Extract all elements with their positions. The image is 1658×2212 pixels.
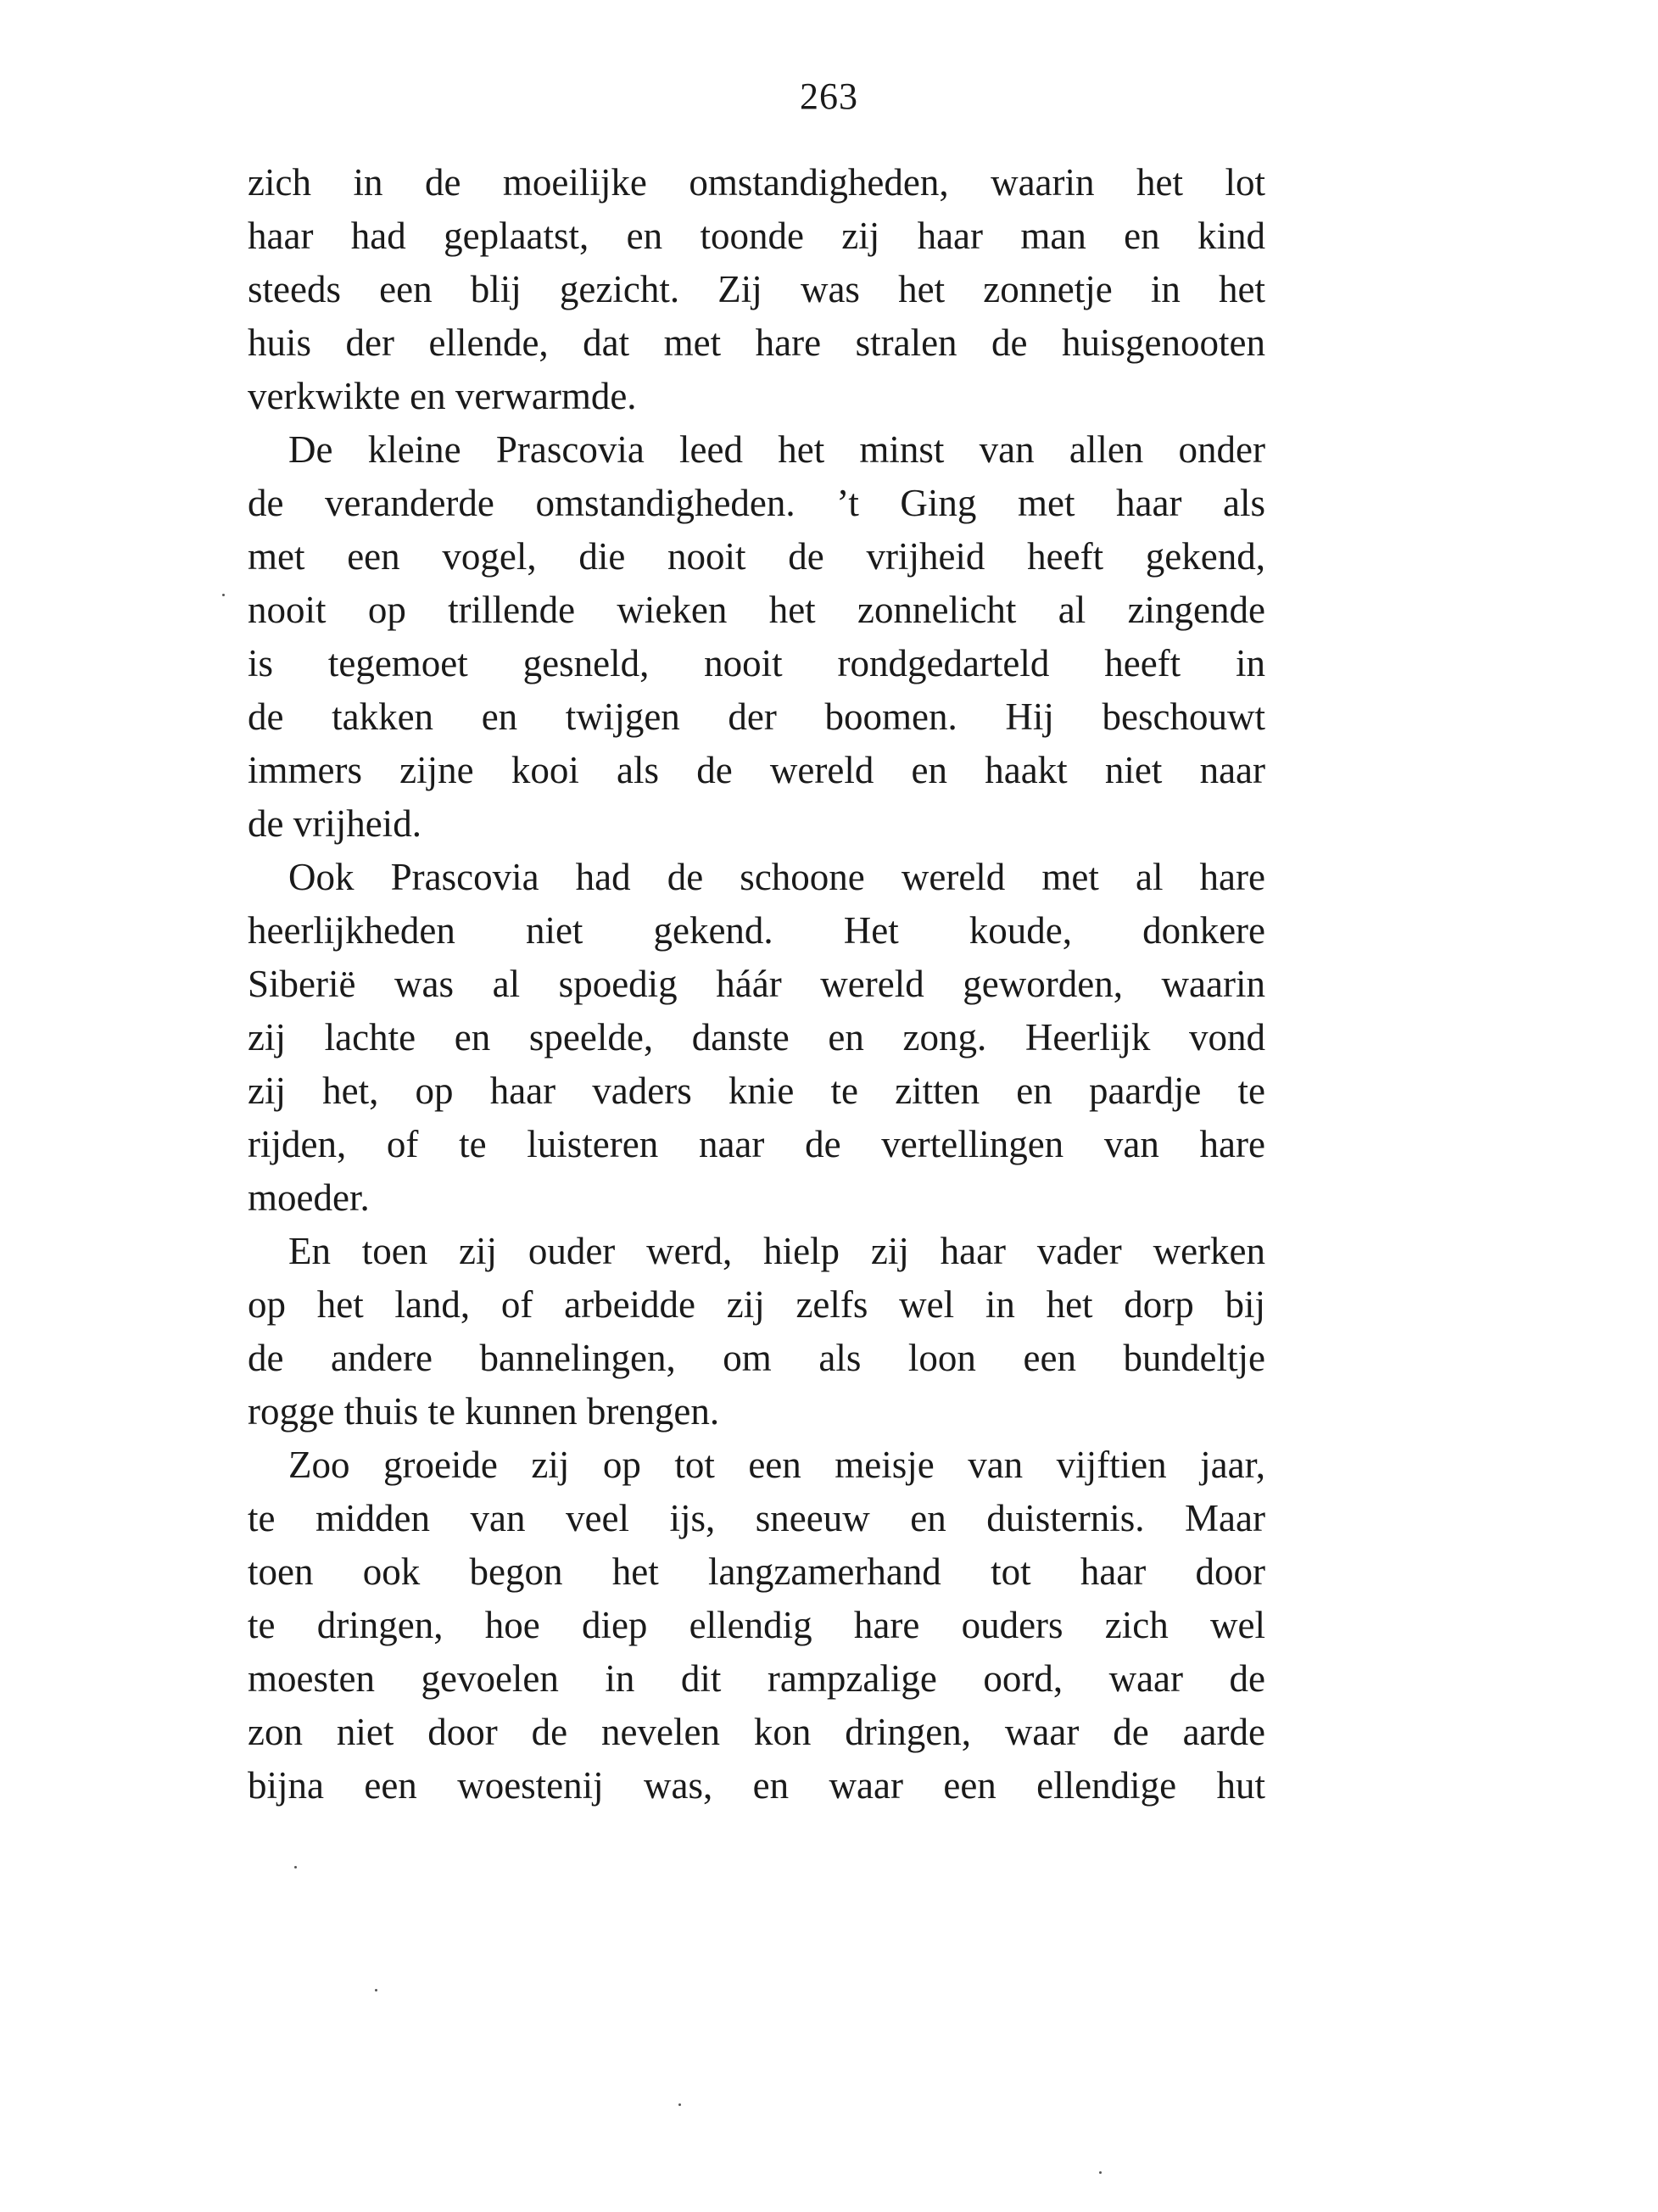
text-line: moeder. <box>248 1176 370 1219</box>
text-line: zij lachte en speelde, danste en zong. Heerlijk vond <box>248 1016 1265 1059</box>
paragraph-3 <box>248 851 1265 1225</box>
text-line: nooit op trillende wieken het zonnelicht al zingende <box>248 589 1265 631</box>
text-line: te midden van veel ijs, sneeuw en duisternis. Maar <box>248 1497 1265 1539</box>
page-number: 263 <box>800 75 858 117</box>
paragraph-1 <box>248 156 1265 423</box>
text-line: Zoo groeide zij op tot een meisje van vijftien jaar, <box>288 1444 1265 1486</box>
text-line: de veranderde omstandigheden. ’t Ging met haar als <box>248 482 1265 524</box>
text-line: te dringen, hoe diep ellendig hare ouders zich wel <box>248 1604 1265 1646</box>
text-line: huis der ellende, dat met hare stralen de huisgenooten <box>248 321 1265 364</box>
text-line: De kleine Prascovia leed het minst van allen onder <box>288 428 1265 471</box>
paragraph-2 <box>248 423 1265 851</box>
text-line: moesten gevoelen in dit rampzalige oord, waar de <box>248 1657 1265 1700</box>
paragraph-4 <box>248 1225 1265 1438</box>
text-line: bijna een woestenij was, en waar een ellendige hut <box>248 1764 1265 1807</box>
text-line: de takken en twijgen der boomen. Hij beschouwt <box>248 695 1265 738</box>
body-text <box>248 156 1265 1813</box>
text-line: toen ook begon het langzamerhand tot haar door <box>248 1550 1265 1593</box>
text-line: verkwikte en verwarmde. <box>248 375 637 417</box>
text-line: zij het, op haar vaders knie te zitten en paardje te <box>248 1070 1265 1112</box>
text-line: heerlijkheden niet gekend. Het koude, donkere <box>248 909 1265 952</box>
text-line: op het land, of arbeidde zij zelfs wel in het dorp bij <box>248 1283 1265 1326</box>
paragraph-5 <box>248 1438 1265 1813</box>
scan-speck <box>222 594 225 596</box>
text-line: En toen zij ouder werd, hielp zij haar vader werken <box>288 1230 1265 1272</box>
text-line: zon niet door de nevelen kon dringen, waar de aarde <box>248 1711 1265 1753</box>
scan-speck <box>1099 2171 1102 2174</box>
text-line: Ook Prascovia had de schoone wereld met al hare <box>288 856 1265 898</box>
text-line: rijden, of te luisteren naar de vertellingen van hare <box>248 1123 1265 1165</box>
text-line: rogge thuis te kunnen brengen. <box>248 1390 720 1433</box>
text-line: Siberië was al spoedig háár wereld geworden, waarin <box>248 963 1265 1005</box>
text-line: immers zijne kooi als de wereld en haakt niet naar <box>248 749 1265 791</box>
text-line: de vrijheid. <box>248 802 421 845</box>
text-line: zich in de moeilijke omstandigheden, waarin het lot <box>248 161 1265 204</box>
text-line: de andere bannelingen, om als loon een bundeltje <box>248 1337 1265 1379</box>
scan-speck <box>294 1866 297 1868</box>
text-line: is tegemoet gesneld, nooit rondgedarteld heeft in <box>248 642 1265 684</box>
text-line: steeds een blij gezicht. Zij was het zonnetje in het <box>248 268 1265 310</box>
scan-speck <box>678 2103 681 2106</box>
text-line: met een vogel, die nooit de vrijheid heeft gekend, <box>248 535 1265 578</box>
scan-speck <box>375 1989 377 1991</box>
text-line: haar had geplaatst, en toonde zij haar man en kind <box>248 215 1265 257</box>
